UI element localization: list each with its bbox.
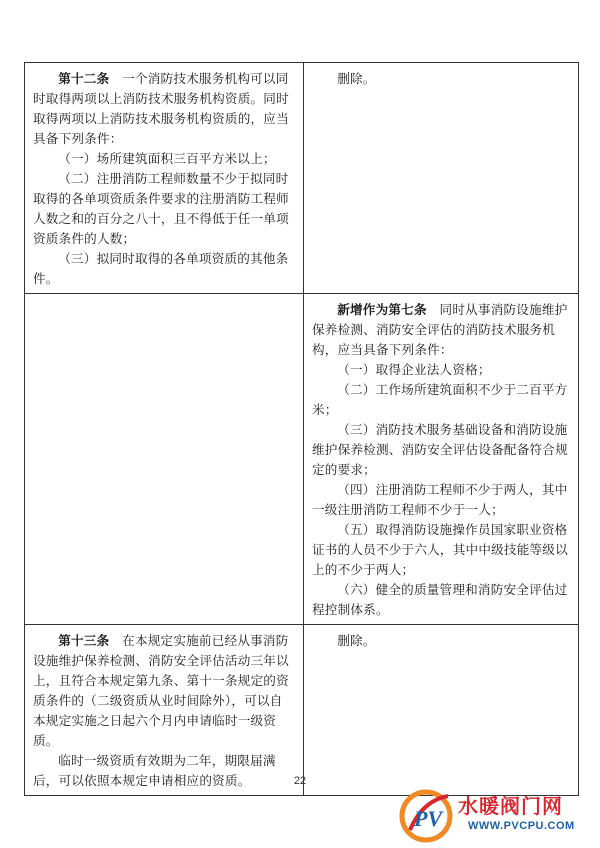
table-cell-original	[25, 625, 304, 796]
watermark-title: 水暖阀门网	[458, 794, 563, 818]
table-cell-revised	[304, 294, 579, 625]
site-watermark	[396, 786, 596, 846]
comparison-table	[24, 62, 579, 796]
list-item: （二）注册消防工程师数量不少于拟同时取得的各单项资质条件要求的注册消防工程师人数之和的百分之八十，且不得低于任一单项资质条件的人数；	[33, 171, 289, 246]
list-item: （四）注册消防工程师不少于两人，其中一级注册消防工程师不少于一人；	[312, 482, 568, 517]
table-cell-original	[25, 63, 304, 294]
list-item: （一）场所建筑面积三百平方米以上；	[58, 151, 276, 166]
deleted-note: 删除。	[337, 633, 376, 648]
list-item: 临时一级资质有效期为二年，期限届满后，可以依照本规定申请相应的资质。	[33, 753, 276, 788]
table-cell-original-empty	[25, 294, 304, 625]
list-item: （二）工作场所建筑面积不少于二百平方米；	[312, 382, 568, 417]
svg-text:PV: PV	[414, 806, 443, 831]
deleted-note: 删除。	[337, 71, 376, 86]
list-item: （五）取得消防设施操作员国家职业资格证书的人员不少于六人，其中中级技能等级以上的不少于两人；	[312, 522, 568, 577]
site-logo-icon	[396, 786, 456, 846]
watermark-url: WWW.PVCPU.COM	[468, 820, 575, 832]
article-lead: 一个消防技术服务机构可以同时取得两项以上消防技术服务机构资质。同时取得两项以上消防技术服务机构资质的，应当具备下列条件：	[33, 71, 289, 146]
page-number: 22	[293, 775, 307, 787]
table-row	[25, 63, 579, 294]
table-row	[25, 294, 579, 625]
list-item: （一）取得企业法人资格；	[337, 362, 491, 377]
table-cell-revised	[304, 63, 579, 294]
article-heading: 第十二条	[58, 71, 110, 86]
table-cell-revised	[304, 625, 579, 796]
list-item: （三）拟同时取得的各单项资质的其他条件。	[33, 251, 289, 286]
list-item: （三）消防技术服务基础设备和消防设施维护保养检测、消防安全评估设备配备符合规定的要求；	[312, 422, 568, 477]
article-lead: 在本规定实施前已经从事消防设施维护保养检测、消防安全评估活动三年以上，且符合本规定第九条、第十一条规定的资质条件的（二级资质从业时间除外），可以自本规定实施之日起六个月内申请临时一级资质。	[33, 633, 289, 748]
table-row	[25, 625, 579, 796]
article-heading: 新增作为第七条	[337, 302, 427, 317]
list-item: （六）健全的质量管理和消防安全评估过程控制体系。	[312, 582, 568, 617]
article-heading: 第十三条	[58, 633, 110, 648]
article-lead: 同时从事消防设施维护保养检测、消防安全评估的消防技术服务机构，应当具备下列条件：	[312, 302, 568, 357]
